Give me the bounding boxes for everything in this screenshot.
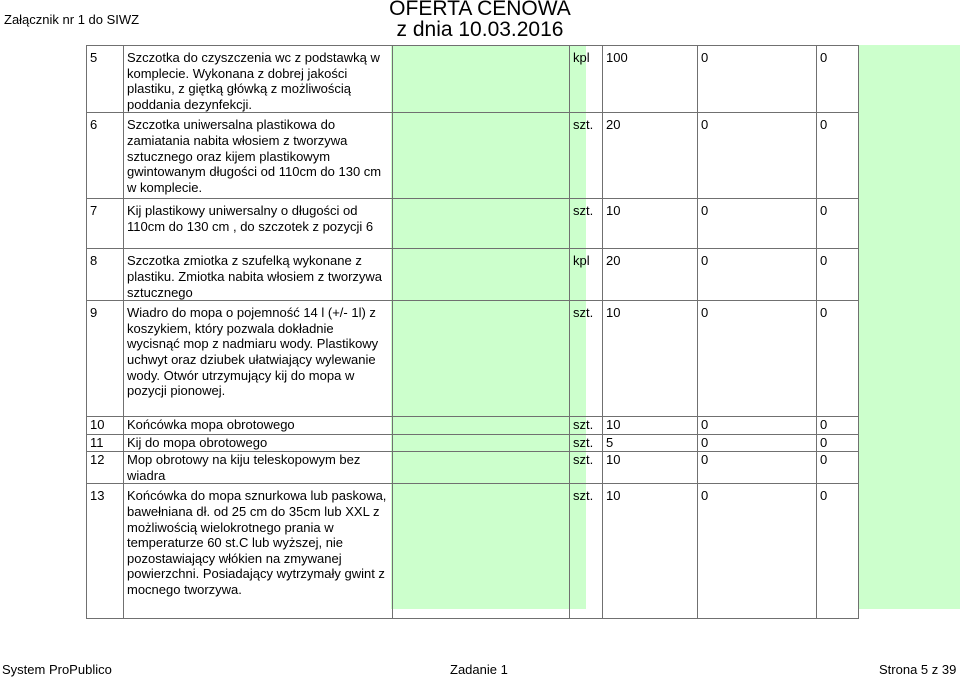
- row-number: 13: [87, 484, 124, 619]
- row-gap-cell: [393, 46, 570, 113]
- table-row: [87, 199, 859, 249]
- green-column-right: [858, 45, 960, 609]
- row-description: Szczotka zmiotka z szufelką wykonane z plastiku. Zmiotka nabita włosiem z tworzywa sztucznego: [124, 249, 393, 301]
- row-quantity: 5: [603, 435, 698, 452]
- row-gap-cell: [393, 435, 570, 452]
- row-value-1: 0: [698, 417, 817, 435]
- table-row: [87, 484, 859, 619]
- footer-task-label: Zadanie 1: [450, 662, 508, 677]
- row-number: 10: [87, 417, 124, 435]
- row-description: Wiadro do mopa o pojemność 14 l (+/- 1l) z koszykiem, który pozwala dokładnie wycisnąć mop z nadmiaru wody. Plastikowy uchwyt oraz dziubek ułatwiający wylewanie wody. Otwór utrzymujący kij do mopa w pozycji pionowej.: [124, 301, 393, 417]
- row-value-1: 0: [698, 249, 817, 301]
- row-value-2: 0: [817, 452, 859, 484]
- row-value-2: 0: [817, 301, 859, 417]
- table-row: [87, 452, 859, 484]
- row-number: 7: [87, 199, 124, 249]
- row-number: 6: [87, 113, 124, 199]
- row-value-2: 0: [817, 46, 859, 113]
- row-number: 12: [87, 452, 124, 484]
- row-value-1: 0: [698, 46, 817, 113]
- row-gap-cell: [393, 301, 570, 417]
- row-unit: kpl: [570, 46, 603, 113]
- row-unit: szt.: [570, 199, 603, 249]
- table-row: [87, 435, 859, 452]
- row-gap-cell: [393, 249, 570, 301]
- row-value-1: 0: [698, 452, 817, 484]
- row-value-2: 0: [817, 249, 859, 301]
- row-unit: szt.: [570, 435, 603, 452]
- row-quantity: 10: [603, 484, 698, 619]
- row-quantity: 20: [603, 113, 698, 199]
- offer-table: [86, 45, 859, 619]
- footer-system-name: System ProPublico: [2, 662, 112, 677]
- row-gap-cell: [393, 452, 570, 484]
- footer-page-number: Strona 5 z 39: [879, 662, 957, 677]
- row-gap-cell: [393, 113, 570, 199]
- row-quantity: 10: [603, 199, 698, 249]
- row-unit: szt.: [570, 452, 603, 484]
- table-row: [87, 46, 859, 113]
- page-title: [370, 0, 590, 40]
- table-row: [87, 417, 859, 435]
- row-description: Kij plastikowy uniwersalny o długości od 110cm do 130 cm , do szczotek z pozycji 6: [124, 199, 393, 249]
- table-row: [87, 301, 859, 417]
- row-value-2: 0: [817, 417, 859, 435]
- row-number: 11: [87, 435, 124, 452]
- row-unit: szt.: [570, 484, 603, 619]
- row-quantity: 10: [603, 301, 698, 417]
- row-description: Mop obrotowy na kiju teleskopowym bez wiadra: [124, 452, 393, 484]
- row-description: Końcówka mopa obrotowego: [124, 417, 393, 435]
- row-unit: szt.: [570, 113, 603, 199]
- row-description: Końcówka do mopa sznurkowa lub paskowa, bawełniana dł. od 25 cm do 35cm lub XXL z możliwością wielokrotnego prania w temperaturze 60 st.C lub wyższej, nie pozostawiający włókien na zmywanej powierzchni. Posiadający wytrzymały gwint z mocnego tworzywa.: [124, 484, 393, 619]
- attachment-label: Załącznik nr 1 do SIWZ: [4, 12, 140, 27]
- row-quantity: 10: [603, 452, 698, 484]
- row-gap-cell: [393, 484, 570, 619]
- row-quantity: 20: [603, 249, 698, 301]
- row-quantity: 100: [603, 46, 698, 113]
- row-quantity: 10: [603, 417, 698, 435]
- row-value-1: 0: [698, 484, 817, 619]
- row-description: Szczotka do czyszczenia wc z podstawką w komplecie. Wykonana z dobrej jakości plastiku, z giętką główką z możliwością poddania dezynfekcji.: [124, 46, 393, 113]
- row-number: 8: [87, 249, 124, 301]
- row-value-2: 0: [817, 199, 859, 249]
- title-line-1: OFERTA CENOWA: [389, 0, 571, 20]
- table-row: [87, 249, 859, 301]
- table-row: [87, 113, 859, 199]
- row-number: 9: [87, 301, 124, 417]
- row-description: Szczotka uniwersalna plastikowa do zamiatania nabita włosiem z tworzywa sztucznego oraz kijem plastikowym gwintowanym długości od 110cm do 130 cm w komplecie.: [124, 113, 393, 199]
- row-value-1: 0: [698, 301, 817, 417]
- row-value-2: 0: [817, 484, 859, 619]
- row-number: 5: [87, 46, 124, 113]
- row-value-2: 0: [817, 113, 859, 199]
- row-value-1: 0: [698, 199, 817, 249]
- row-value-1: 0: [698, 113, 817, 199]
- row-unit: szt.: [570, 417, 603, 435]
- row-gap-cell: [393, 199, 570, 249]
- row-unit: kpl: [570, 249, 603, 301]
- row-value-1: 0: [698, 435, 817, 452]
- row-value-2: 0: [817, 435, 859, 452]
- row-gap-cell: [393, 417, 570, 435]
- row-description: Kij do mopa obrotowego: [124, 435, 393, 452]
- title-line-2: z dnia 10.03.2016: [396, 18, 564, 41]
- row-unit: szt.: [570, 301, 603, 417]
